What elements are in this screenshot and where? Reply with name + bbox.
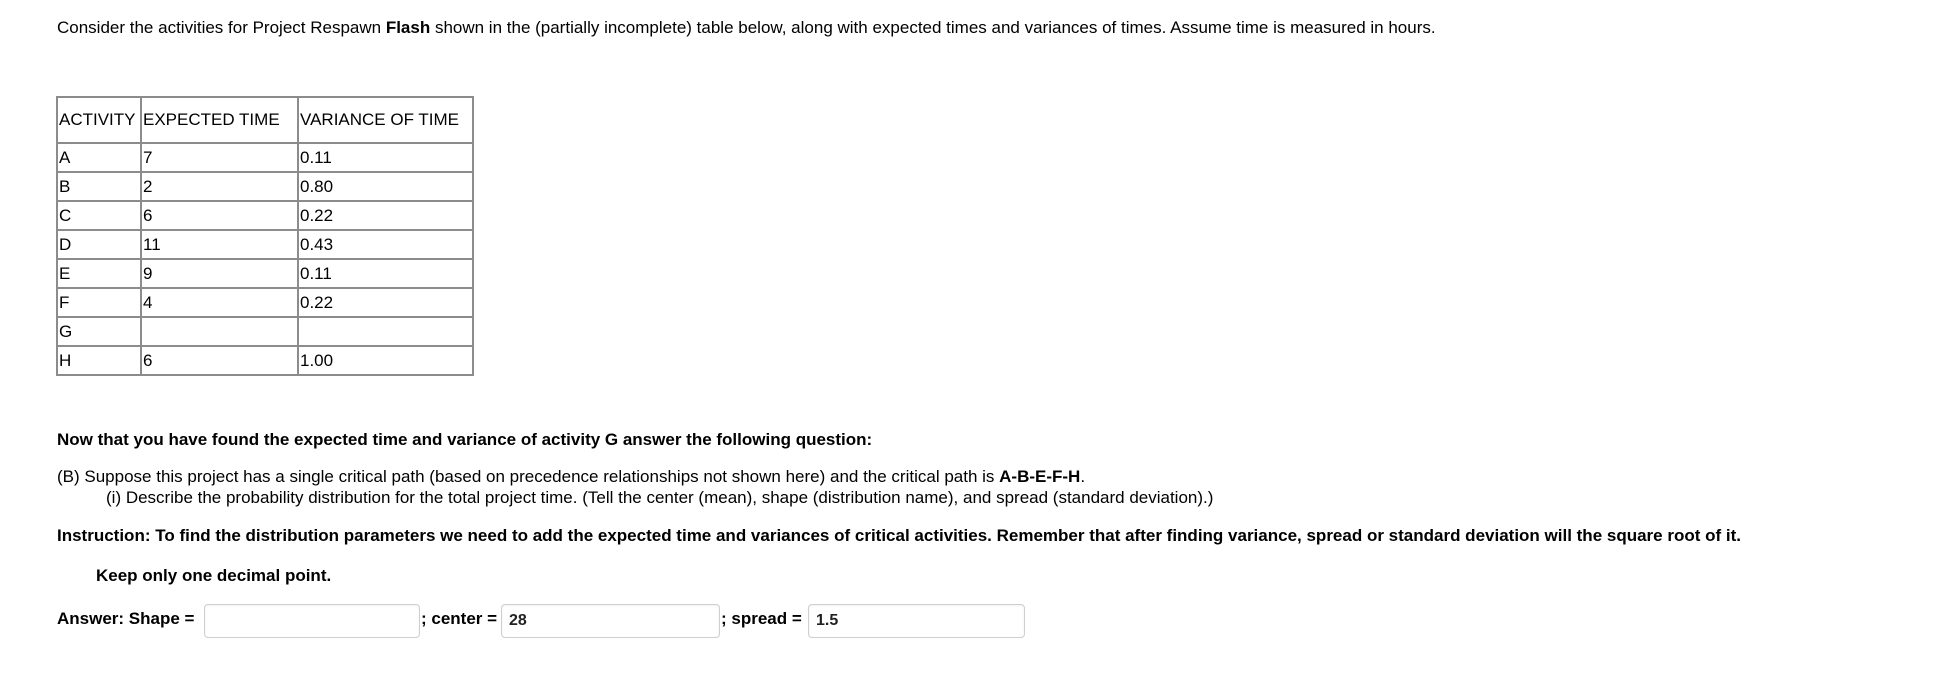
cell-activity: G [57,317,141,346]
cell-variance: 0.22 [298,201,473,230]
table-row [57,143,473,172]
intro-text [57,17,1436,39]
cell-expected-time: 6 [141,201,298,230]
cell-variance: 0.22 [298,288,473,317]
cell-expected-time: 7 [141,143,298,172]
table-row [57,172,473,201]
cell-expected-time: 4 [141,288,298,317]
spread-input[interactable] [808,604,1025,638]
cell-activity: F [57,288,141,317]
table-row [57,346,473,375]
intro-before: Consider the activities for Project Respawn [57,18,386,37]
spread-label: ; spread = [721,609,802,628]
critical-path: A-B-E-F-H [999,467,1081,486]
cell-activity: E [57,259,141,288]
table-row [57,259,473,288]
table-header-row [57,97,473,143]
cell-variance: 0.80 [298,172,473,201]
instruction-text: Instruction: To find the distribution parameters we need to add the expected time and variances of critical activities. Remember that after finding variance, spread or standard deviation will the square root of it. [57,526,1741,545]
cell-activity: B [57,172,141,201]
intro-project-name: Flash [385,18,431,37]
cell-expected-time [141,317,298,346]
cell-variance: 1.00 [298,346,473,375]
question-heading: Now that you have found the expected time and variance of activity G answer the following question: [57,430,873,449]
center-label: ; center = [421,609,498,628]
cell-variance [298,317,473,346]
shape-input[interactable] [204,604,420,638]
table-row [57,230,473,259]
cell-expected-time: 6 [141,346,298,375]
cell-variance: 0.11 [298,143,473,172]
keep-decimal-note: Keep only one decimal point. [96,566,332,585]
cell-expected-time: 9 [141,259,298,288]
cell-activity: D [57,230,141,259]
part-b-period: . [1080,467,1086,486]
cell-variance: 0.11 [298,259,473,288]
table-row [57,317,473,346]
cell-activity: C [57,201,141,230]
activity-table [56,96,474,376]
shape-label: Answer: Shape = [57,609,195,628]
cell-activity: H [57,346,141,375]
cell-expected-time: 11 [141,230,298,259]
intro-after: shown in the (partially incomplete) table below, along with expected times and variances of times. Assume time is measured in hours. [430,18,1436,37]
table-row [57,288,473,317]
header-expected-time: EXPECTED TIME [141,97,298,143]
question-part-i: (i) Describe the probability distribution for the total project time. (Tell the center (mean), shape (distribution name), and spread (standard deviation).) [106,488,1214,507]
header-activity: ACTIVITY [57,97,141,143]
cell-activity: A [57,143,141,172]
center-input[interactable] [501,604,720,638]
part-b-text: (B) Suppose this project has a single critical path (based on precedence relationships not shown here) and the critical path is [57,467,1000,486]
table-row [57,201,473,230]
question-part-b [57,466,1085,488]
cell-expected-time: 2 [141,172,298,201]
cell-variance: 0.43 [298,230,473,259]
header-variance: VARIANCE OF TIME [298,97,473,143]
